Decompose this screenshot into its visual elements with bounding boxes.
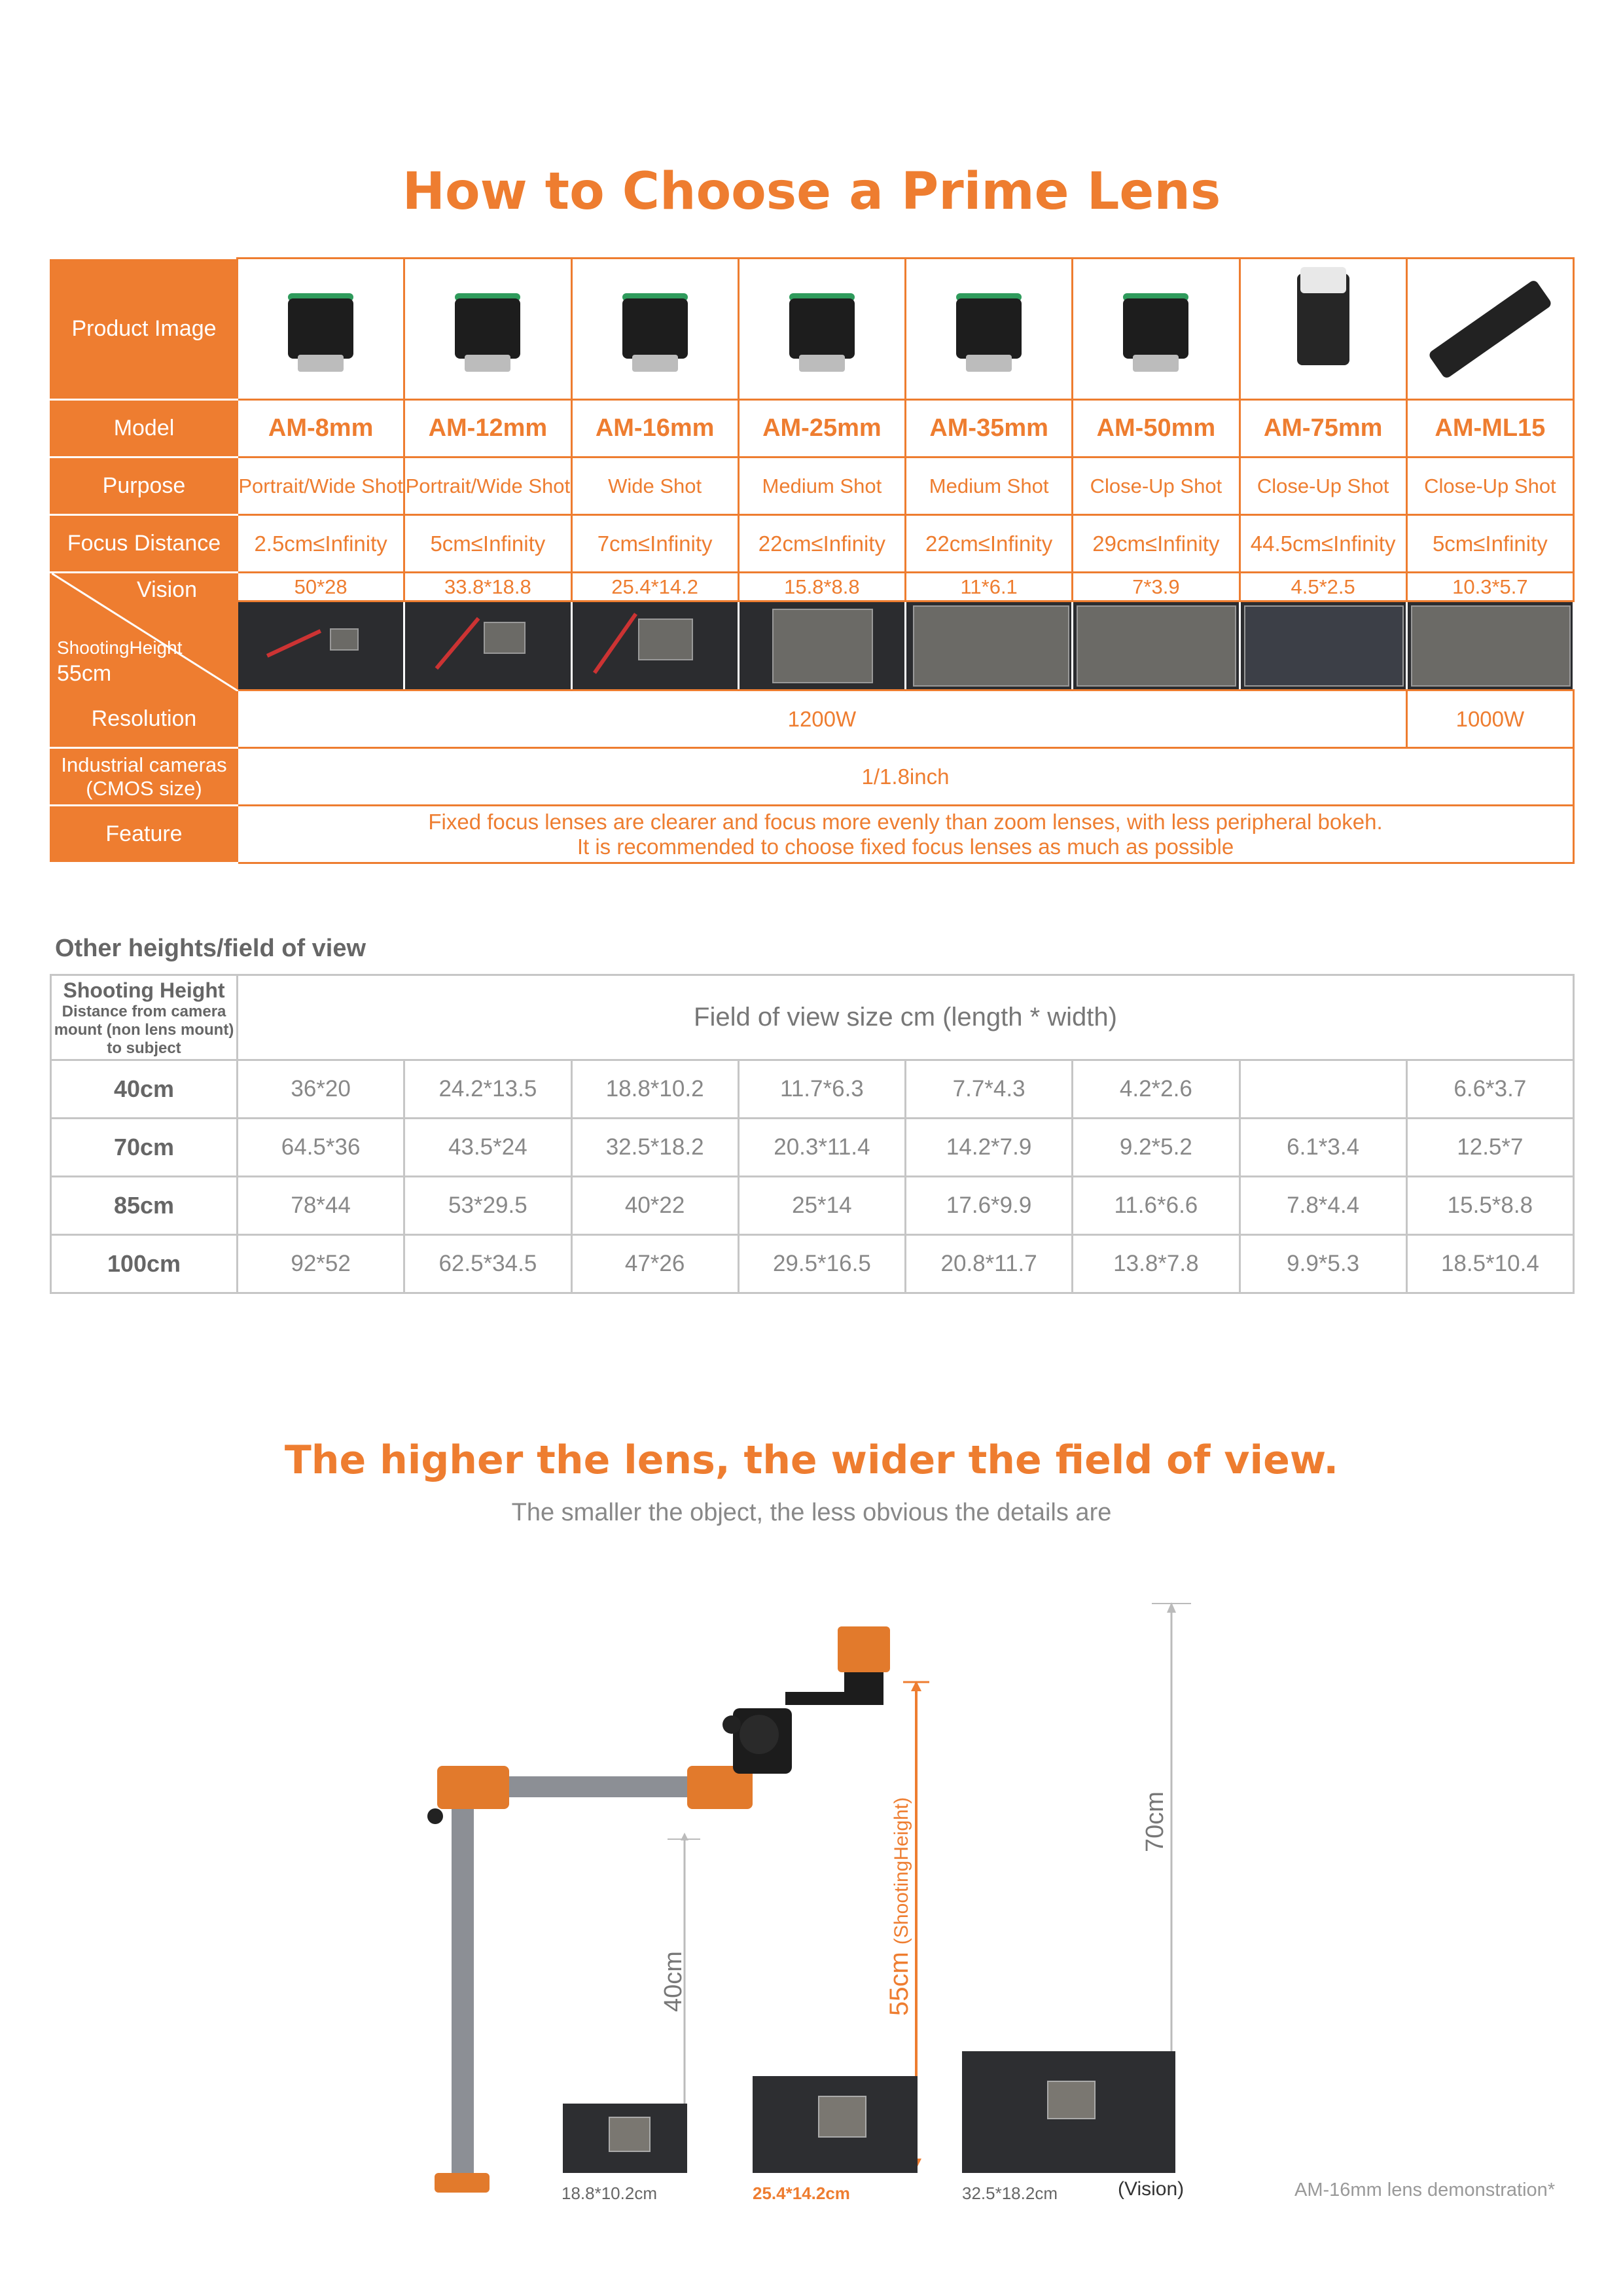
lens-comparison-table: [50, 257, 1575, 864]
feature-text: [238, 806, 1574, 863]
model-cell: AM-25mm: [738, 400, 905, 457]
fov-cell: 47*26: [571, 1235, 738, 1293]
vision-cell: 7*3.9: [1073, 573, 1240, 601]
row-sample-shots: [51, 601, 1574, 691]
feature-line1: Fixed focus lenses are clearer and focus more evenly than zoom lenses, with less peripheral bokeh.: [428, 809, 1383, 834]
sample-shot-ml15: [1406, 601, 1573, 691]
fov-cell: 15.5*8.8: [1406, 1177, 1573, 1235]
label-cameras: [51, 748, 238, 806]
fov-cell: 43.5*24: [404, 1119, 571, 1177]
label-vision: Vision: [137, 577, 197, 602]
demo-note: AM-16mm lens demonstration*: [1294, 2179, 1556, 2200]
fov-cell: 6.6*3.7: [1406, 1060, 1573, 1119]
fov-cell: 7.7*4.3: [906, 1060, 1073, 1119]
label-cameras-line2: (CMOS size): [86, 776, 202, 800]
fov-corner-title: Shooting Height: [63, 978, 225, 1002]
vision-cell: 50*28: [238, 573, 404, 601]
fov-cell: 18.8*10.2: [571, 1060, 738, 1119]
section2-title: The higher the lens, the wider the field of view.: [284, 1437, 1339, 1483]
stand-arm: [509, 1776, 692, 1797]
vision-height-corner: [51, 573, 238, 691]
camera-body: [838, 1626, 890, 1672]
cmos-size: 1/1.8inch: [238, 748, 1574, 806]
fov-cell: 4.2*2.6: [1073, 1060, 1240, 1119]
purpose-cell: Portrait/Wide Shot: [404, 457, 571, 515]
fov-row: [51, 1119, 1574, 1177]
resolution-ml15: 1000W: [1406, 691, 1573, 748]
vision-cell: 10.3*5.7: [1406, 573, 1573, 601]
vision-cell: 25.4*14.2: [571, 573, 738, 601]
purpose-cell: Medium Shot: [906, 457, 1073, 515]
lens-image-50mm: [1073, 259, 1240, 400]
fov-cell: 11.6*6.6: [1073, 1177, 1240, 1235]
fov-photo-55cm: [753, 2076, 918, 2173]
label-shooting-height-value: 55cm: [57, 661, 112, 686]
caption-70cm: 32.5*18.2cm: [962, 2183, 1058, 2203]
fov-row: [51, 1177, 1574, 1235]
fov-cell: 13.8*7.8: [1073, 1235, 1240, 1293]
label-70cm: 70cm: [1141, 1791, 1169, 1852]
fov-height: 85cm: [51, 1177, 238, 1235]
section2-subtitle: The smaller the object, the less obvious the details are: [511, 1499, 1112, 1526]
stand-pole: [452, 1780, 474, 2173]
model-cell: AM-35mm: [906, 400, 1073, 457]
row-purpose: [51, 457, 1574, 515]
sample-shot-75mm: [1240, 601, 1406, 691]
fov-cell: 20.8*11.7: [906, 1235, 1073, 1293]
focus-cell: 22cm≤Infinity: [906, 515, 1073, 573]
fov-cell: 24.2*13.5: [404, 1060, 571, 1119]
fov-cell: 9.9*5.3: [1240, 1235, 1406, 1293]
label-purpose: Purpose: [51, 457, 238, 515]
vision-label: (Vision): [1118, 2178, 1185, 2200]
fov-cell: 14.2*7.9: [906, 1119, 1073, 1177]
fov-cell: 29.5*16.5: [738, 1235, 905, 1293]
focus-cell: 5cm≤Infinity: [404, 515, 571, 573]
clamp-knob-icon: [427, 1808, 443, 1824]
fov-cell: 18.5*10.4: [1406, 1235, 1573, 1293]
model-cell: AM-ML15: [1406, 400, 1573, 457]
sample-shot-16mm: [571, 601, 738, 691]
fov-cell: 62.5*34.5: [404, 1235, 571, 1293]
fov-header-row: [51, 975, 1574, 1060]
pole-clamp: [437, 1766, 509, 1809]
fov-cell: 64.5*36: [238, 1119, 404, 1177]
fov-cell: 36*20: [238, 1060, 404, 1119]
model-cell: AM-75mm: [1240, 400, 1406, 457]
fov-cell: 92*52: [238, 1235, 404, 1293]
purpose-cell: Medium Shot: [738, 457, 905, 515]
focus-cell: 22cm≤Infinity: [738, 515, 905, 573]
model-cell: AM-50mm: [1073, 400, 1240, 457]
feature-line2: It is recommended to choose fixed focus lenses as much as possible: [577, 834, 1234, 859]
fov-header: Field of view size cm (length * width): [238, 975, 1574, 1060]
caption-40cm: 18.8*10.2cm: [562, 2183, 657, 2203]
lens-image-35mm: [906, 259, 1073, 400]
sample-shot-8mm: [238, 601, 404, 691]
fov-cell: 20.3*11.4: [738, 1119, 905, 1177]
fov-corner: [51, 975, 238, 1060]
focus-cell: 44.5cm≤Infinity: [1240, 515, 1406, 573]
field-of-view-table: [50, 974, 1575, 1294]
row-model: [51, 400, 1574, 457]
stand-base: [435, 2173, 490, 2193]
purpose-cell: Close-Up Shot: [1406, 457, 1573, 515]
focus-cell: 7cm≤Infinity: [571, 515, 738, 573]
vision-cell: 11*6.1: [906, 573, 1073, 601]
fov-cell: 25*14: [738, 1177, 905, 1235]
purpose-cell: Close-Up Shot: [1240, 457, 1406, 515]
model-cell: AM-12mm: [404, 400, 571, 457]
purpose-cell: Portrait/Wide Shot: [238, 457, 404, 515]
fov-corner-sub: Distance from camera mount (non lens mount) to subject: [54, 1002, 234, 1057]
focus-cell: 5cm≤Infinity: [1406, 515, 1573, 573]
focus-knob-icon: [740, 1715, 779, 1754]
label-focus-distance: Focus Distance: [51, 515, 238, 573]
fov-cell: 53*29.5: [404, 1177, 571, 1235]
vision-cell: 4.5*2.5: [1240, 573, 1406, 601]
lens-image-16mm: [571, 259, 738, 400]
fov-height: 40cm: [51, 1060, 238, 1119]
page-title: How to Choose a Prime Lens: [402, 162, 1221, 221]
vision-cell: 33.8*18.8: [404, 573, 571, 601]
holder-knob-icon: [722, 1715, 741, 1734]
fov-cell: 78*44: [238, 1177, 404, 1235]
row-cmos: [51, 748, 1574, 806]
fov-photo-40cm: [563, 2104, 687, 2173]
camera-lens: [844, 1672, 883, 1705]
fov-cell: [1240, 1060, 1406, 1119]
label-resolution: Resolution: [51, 691, 238, 748]
fov-photo-70cm: [962, 2051, 1175, 2173]
model-cell: AM-16mm: [571, 400, 738, 457]
row-feature: [51, 806, 1574, 863]
lens-image-25mm: [738, 259, 905, 400]
fov-height: 70cm: [51, 1119, 238, 1177]
fov-heading: Other heights/field of view: [55, 935, 366, 962]
fov-cell: 7.8*4.4: [1240, 1177, 1406, 1235]
lens-image-8mm: [238, 259, 404, 400]
fov-cell: 12.5*7: [1406, 1119, 1573, 1177]
label-40cm: 40cm: [660, 1951, 687, 2012]
fov-row: [51, 1060, 1574, 1119]
fov-cell: 11.7*6.3: [738, 1060, 905, 1119]
caption-55cm: 25.4*14.2cm: [753, 2183, 850, 2203]
purpose-cell: Close-Up Shot: [1073, 457, 1240, 515]
label-feature: Feature: [51, 806, 238, 863]
row-resolution: [51, 691, 1574, 748]
label-cameras-line1: Industrial cameras: [61, 753, 227, 776]
resolution-main: 1200W: [238, 691, 1407, 748]
label-55cm-value: 55cm: [885, 1952, 914, 2016]
sample-shot-12mm: [404, 601, 571, 691]
sample-shot-35mm: [906, 601, 1073, 691]
fov-cell: 40*22: [571, 1177, 738, 1235]
fov-cell: 32.5*18.2: [571, 1119, 738, 1177]
row-product-image: [51, 259, 1574, 400]
sample-shot-25mm: [738, 601, 905, 691]
vision-cell: 15.8*8.8: [738, 573, 905, 601]
lens-image-12mm: [404, 259, 571, 400]
label-55cm: [885, 1797, 914, 2016]
label-shooting-height: ShootingHeight: [57, 637, 183, 658]
fov-cell: 17.6*9.9: [906, 1177, 1073, 1235]
purpose-cell: Wide Shot: [571, 457, 738, 515]
label-55cm-note: (ShootingHeight): [891, 1797, 912, 1945]
focus-cell: 2.5cm≤Infinity: [238, 515, 404, 573]
fov-row: [51, 1235, 1574, 1293]
focus-cell: 29cm≤Infinity: [1073, 515, 1240, 573]
label-product-image: Product Image: [51, 259, 238, 400]
row-focus-distance: [51, 515, 1574, 573]
fov-height: 100cm: [51, 1235, 238, 1293]
fov-cell: 6.1*3.4: [1240, 1119, 1406, 1177]
lens-image-75mm: [1240, 259, 1406, 400]
lens-image-ml15: [1406, 259, 1573, 400]
sample-shot-50mm: [1073, 601, 1240, 691]
fov-cell: 9.2*5.2: [1073, 1119, 1240, 1177]
row-vision: [51, 573, 1574, 601]
model-cell: AM-8mm: [238, 400, 404, 457]
label-model: Model: [51, 400, 238, 457]
